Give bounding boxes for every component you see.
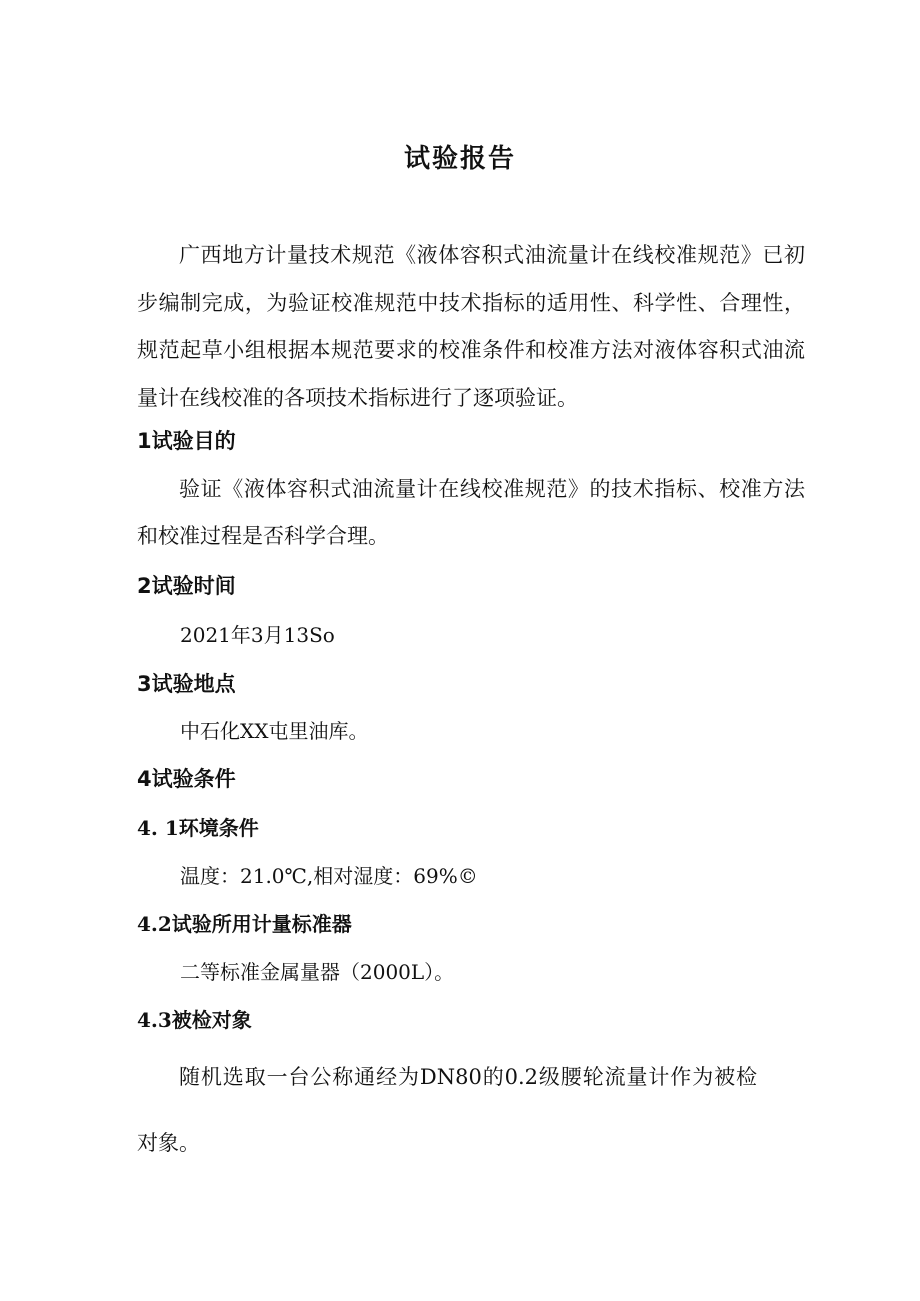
section-2-text: 2021年3月13So	[180, 623, 335, 647]
intro-paragraph: 广西地方计量技术规范《液体容积式油流量计在线校准规范》已初步编制完成，为验证校准规范中技术指标的适用性、科学性、合理性，规范起草小组根据本规范要求的校准条件和校准方法对液体容积式油流量计在线校准的各项技术指标进行了逐项验证。	[137, 243, 805, 410]
section-4-3-heading: 4.3被检对象	[137, 1008, 252, 1032]
section-1-text: 验证《液体容积式油流量计在线校准规范》的技术指标、校准方法和校准过程是否科学合理。	[137, 477, 805, 548]
section-4-1-text: 温度：21.0℃,相对湿度：69%©	[180, 864, 478, 888]
page-title: 试验报告	[403, 144, 516, 174]
section-4-2-heading: 4.2试验所用计量标准器	[137, 912, 352, 936]
section-3-heading: 3试验地点	[137, 672, 236, 696]
section-4-1-heading: 4. 1环境条件	[137, 816, 259, 840]
section-1-heading: 1试验目的	[137, 429, 236, 453]
section-4-2-text: 二等标准金属量器（2000L）。	[180, 960, 455, 984]
section-4-heading: 4试验条件	[137, 767, 236, 791]
section-3-text: 中石化XX屯里油库。	[180, 719, 369, 743]
section-4-3-text: 随机选取一台公称通经为DN80的0.2级腰轮流量计作为被检对象。	[137, 1065, 757, 1155]
section-2-heading: 2试验时间	[137, 574, 236, 598]
